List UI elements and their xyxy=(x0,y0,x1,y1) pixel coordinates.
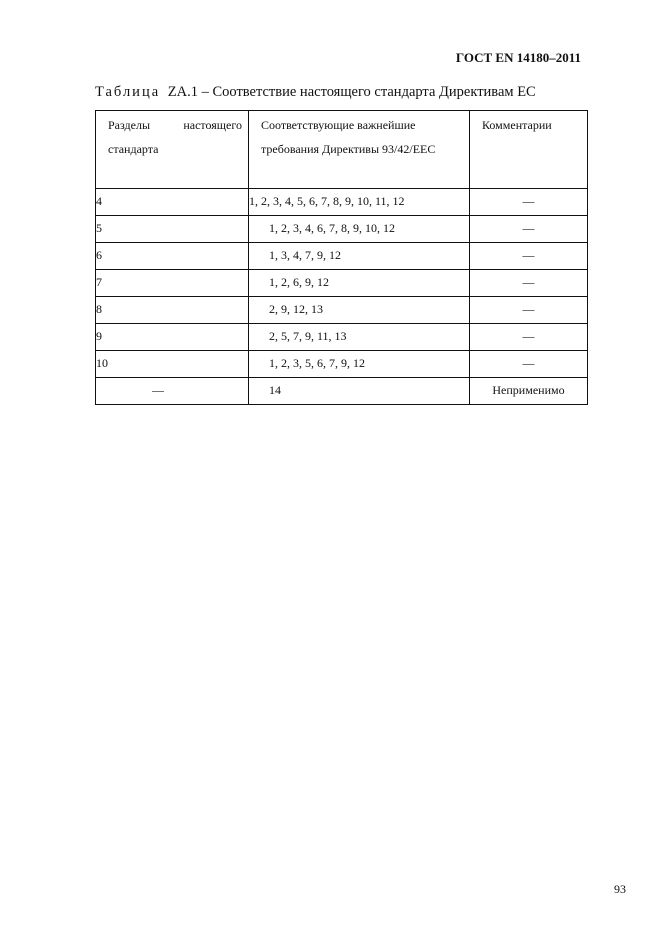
cell-section: 9 xyxy=(96,324,249,351)
cell-requirements: 1, 2, 3, 4, 5, 6, 7, 8, 9, 10, 11, 12 xyxy=(249,189,470,216)
cell-requirements: 1, 2, 6, 9, 12 xyxy=(249,270,470,297)
table-row xyxy=(96,324,588,351)
cell-comment: — xyxy=(470,270,588,297)
column-header-sections: Разделы настоящего стандарта xyxy=(96,111,249,189)
cell-section: 10 xyxy=(96,351,249,378)
cell-comment: — xyxy=(470,351,588,378)
cell-section: 4 xyxy=(96,189,249,216)
cell-comment: — xyxy=(470,216,588,243)
cell-requirements: 1, 2, 3, 5, 6, 7, 9, 12 xyxy=(249,351,470,378)
column-header-requirements: Соответствующие важнейшие требования Директивы 93/42/EEC xyxy=(249,111,470,189)
cell-section: 8 xyxy=(96,297,249,324)
cell-requirements: 2, 9, 12, 13 xyxy=(249,297,470,324)
cell-requirements: 14 xyxy=(249,378,470,405)
table-row xyxy=(96,270,588,297)
table-row xyxy=(96,216,588,243)
compliance-table xyxy=(95,110,588,405)
column-header-comments: Комментарии xyxy=(470,111,588,189)
cell-comment: Неприменимо xyxy=(470,378,588,405)
table-row xyxy=(96,189,588,216)
cell-section: 5 xyxy=(96,216,249,243)
cell-section: 6 xyxy=(96,243,249,270)
cell-comment: — xyxy=(470,324,588,351)
table-row xyxy=(96,378,588,405)
cell-comment: — xyxy=(470,297,588,324)
table-row xyxy=(96,243,588,270)
page-number: 93 xyxy=(614,882,626,896)
cell-comment: — xyxy=(470,189,588,216)
table-row xyxy=(96,297,588,324)
table-caption xyxy=(95,84,536,101)
cell-requirements: 2, 5, 7, 9, 11, 13 xyxy=(249,324,470,351)
cell-requirements: 1, 3, 4, 7, 9, 12 xyxy=(249,243,470,270)
cell-comment: — xyxy=(470,243,588,270)
table-row xyxy=(96,351,588,378)
cell-requirements: 1, 2, 3, 4, 6, 7, 8, 9, 10, 12 xyxy=(249,216,470,243)
standard-code: ГОСТ EN 14180–2011 xyxy=(455,50,581,65)
table-caption-text: ZA.1 – Соответствие настоящего стандарта Директивам ЕС xyxy=(167,84,536,100)
cell-section: — xyxy=(96,378,249,405)
cell-section: 7 xyxy=(96,270,249,297)
table-caption-label: Таблица xyxy=(95,84,161,100)
table-header-row xyxy=(96,111,588,189)
